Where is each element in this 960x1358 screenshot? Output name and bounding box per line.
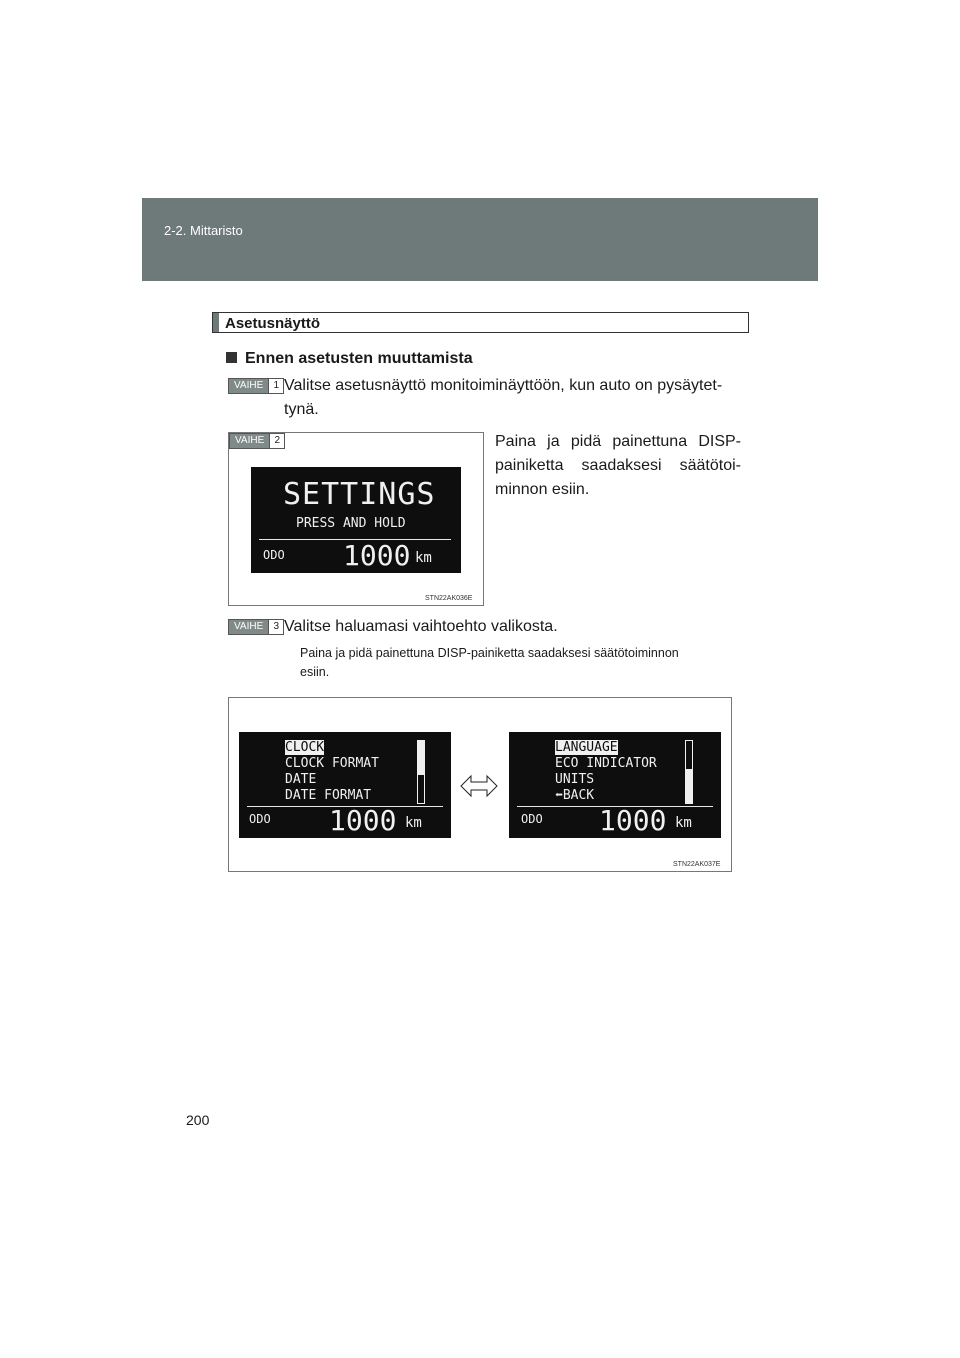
header-section: 2-2. Mittaristo: [164, 223, 243, 238]
step-2-line-1: Paina ja pidä painettuna DISP-: [495, 433, 741, 450]
screen-title: SETTINGS: [283, 477, 436, 512]
step-2-text: [495, 430, 741, 478]
step-badge-1: [228, 378, 284, 394]
section-title: Asetusnäyttö: [225, 315, 321, 332]
menu-item: ECO INDICATOR: [555, 756, 657, 771]
menu-item: UNITS: [555, 772, 595, 787]
menu-item: DATE FORMAT: [285, 788, 372, 803]
step-number: 1: [268, 379, 283, 393]
step-3-note-line-1: Paina ja pidä painettuna DISP-painiketta saadaksesi säätötoiminnon: [300, 646, 679, 660]
odo-label: ODO: [521, 812, 543, 826]
step-2-line-2: painiketta saadaksesi säätötoi-: [495, 457, 741, 474]
step-3-text: Valitse haluamasi vaihtoehto valikosta.: [284, 618, 558, 635]
scrollbar: [417, 740, 425, 804]
step-2-text-last: [495, 478, 589, 502]
odo-value: 1000: [343, 539, 411, 572]
step-1-line-2: tynä.: [284, 401, 319, 418]
scrollbar: [685, 740, 693, 804]
step-number: 3: [268, 620, 283, 634]
menu-screen-left: [239, 732, 451, 838]
odo-unit: km: [415, 550, 432, 566]
step-badge-2: [229, 433, 285, 449]
odo-unit: km: [405, 815, 422, 831]
page-header: [142, 198, 818, 281]
menu-screen-right: [509, 732, 721, 838]
odo-value: 1000: [329, 804, 397, 837]
menu-item-selected: CLOCK: [285, 740, 325, 755]
scrollbar-thumb: [686, 769, 692, 803]
page-number: 200: [186, 1112, 210, 1128]
square-bullet-icon: [226, 352, 237, 363]
step-label: VAIHE: [230, 434, 269, 448]
menu-list-right: [555, 740, 657, 804]
section-bar: [213, 313, 219, 332]
figure-menus: [228, 697, 732, 872]
double-arrow-icon: [459, 772, 499, 800]
step-badge-3: [228, 619, 284, 635]
menu-item: DATE: [285, 772, 317, 787]
odo-label: ODO: [249, 812, 271, 826]
screen-subtitle: PRESS AND HOLD: [296, 516, 406, 531]
scrollbar-thumb: [418, 741, 424, 775]
menu-item-selected: LANGUAGE: [555, 740, 618, 755]
step-number: 2: [269, 434, 284, 448]
figure-code: STN22AK037E: [673, 861, 721, 868]
odo-label: ODO: [263, 548, 285, 562]
figure-code: STN22AK036E: [425, 595, 473, 602]
figure-settings: [228, 432, 484, 606]
odo-unit: km: [675, 815, 692, 831]
menu-list-left: [285, 740, 379, 804]
step-label: VAIHE: [229, 620, 268, 634]
step-1-line-1: Valitse asetusnäyttö monitoiminäyttöön, kun auto on pysäytet-: [284, 377, 723, 394]
step-3-note-line-2: esiin.: [300, 665, 330, 679]
step-3-note: [300, 644, 679, 682]
settings-screen: [251, 467, 461, 573]
step-1-text: [284, 374, 722, 422]
section-title-box: [212, 312, 749, 333]
back-arrow-icon: ⬅: [555, 788, 563, 803]
step-2-line-3: minnon esiin.: [495, 481, 590, 498]
menu-item: CLOCK FORMAT: [285, 756, 379, 771]
subheading-text: Ennen asetusten muuttamista: [245, 350, 473, 367]
menu-item: BACK: [562, 788, 595, 803]
subheading: [226, 350, 473, 368]
odo-value: 1000: [599, 804, 667, 837]
step-label: VAIHE: [229, 379, 268, 393]
